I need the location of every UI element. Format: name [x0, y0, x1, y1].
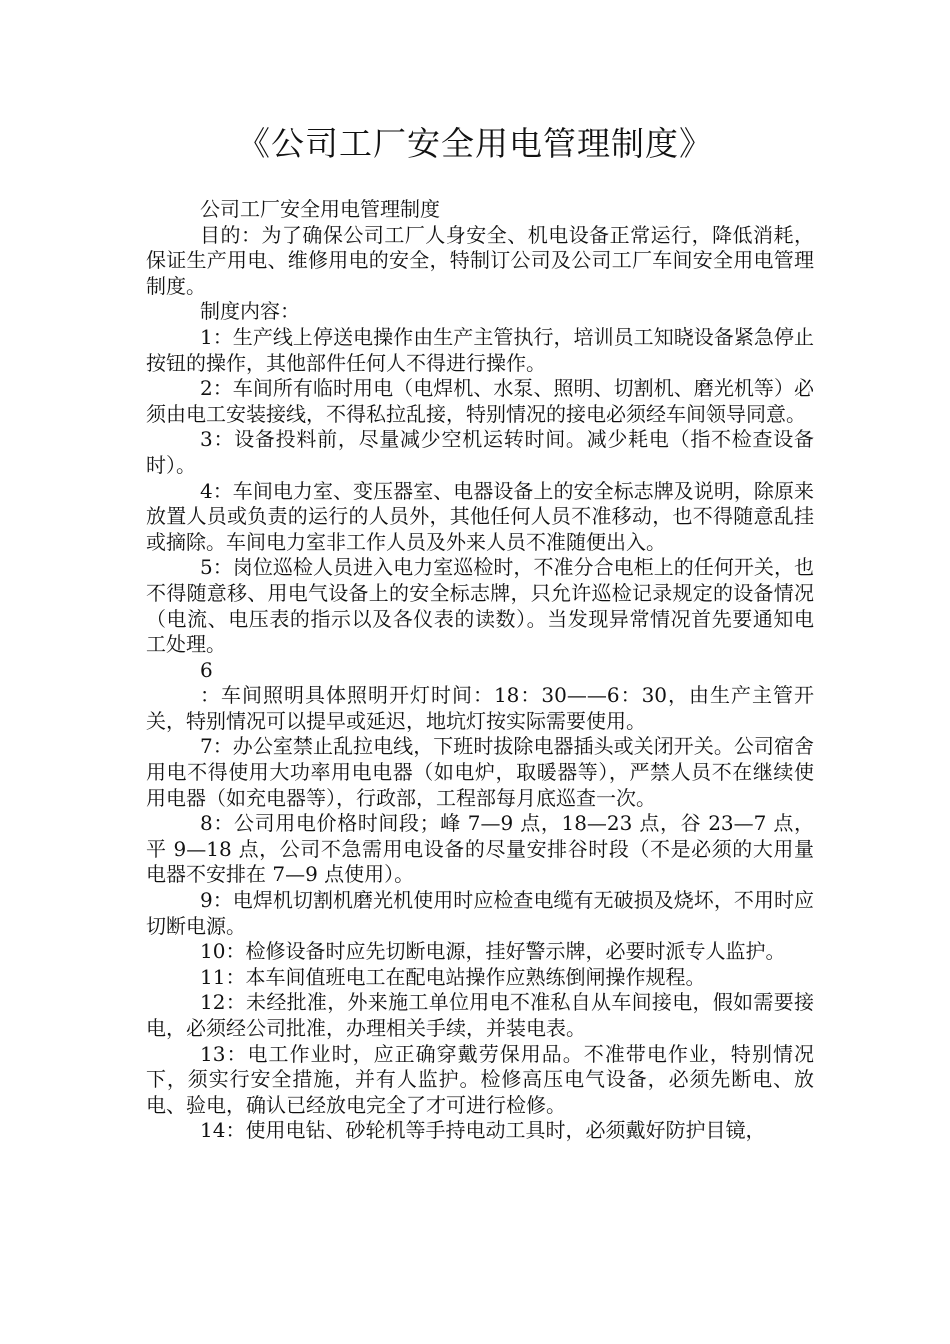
- paragraph-rule-6-number: 6: [200, 657, 213, 682]
- paragraph-rule-2: 2：车间所有临时用电（电焊机、水泵、照明、切割机、磨光机等）必须由电工安装接线，不得私拉乱接，特别情况的接电必须经车间领导同意。: [146, 376, 814, 426]
- paragraph-rule-11: 11：本车间值班电工在配电站操作应熟练倒闸操作规程。: [200, 964, 706, 989]
- paragraph-rule-12: 12：未经批准，外来施工单位用电不准私自从车间接电，假如需要接电，必须经公司批准，办理相关手续，并装电表。: [146, 990, 814, 1040]
- paragraph-rule-9: 9：电焊机切割机磨光机使用时应检查电缆有无破损及烧坏，不用时应切断电源。: [146, 888, 814, 938]
- paragraph-rule-3: 3：设备投料前，尽量减少空机运转时间。减少耗电（指不检查设备时）。: [146, 427, 814, 477]
- paragraph-rule-7: 7：办公室禁止乱拉电线，下班时拔除电器插头或关闭开关。公司宿舍用电不得使用大功率用电电器（如电炉，取暖器等），严禁人员不在继续使用电器（如充电器等），行政部，工程部每月底巡查一次。: [146, 734, 814, 810]
- paragraph-rule-14: 14：使用电钻、砂轮机等手持电动工具时，必须戴好防护目镜，: [200, 1118, 766, 1143]
- paragraph-rule-6: ：车间照明具体照明开灯时间：18：30——6：30，由生产主管开关，特别情况可以提早或延迟，地坑灯按实际需要使用。: [146, 683, 814, 733]
- paragraph-rule-10: 10：检修设备时应先切断电源，挂好警示牌，必要时派专人监护。: [200, 939, 786, 964]
- paragraph-rule-1: 1：生产线上停送电操作由生产主管执行，培训员工知晓设备紧急停止按钮的操作，其他部件任何人不得进行操作。: [146, 324, 814, 375]
- paragraph-content-heading: 制度内容：: [200, 299, 300, 324]
- paragraph-subtitle: 公司工厂安全用电管理制度: [200, 197, 440, 221]
- paragraph-rule-4: 4：车间电力室、变压器室、电器设备上的安全标志牌及说明，除原来放置人员或负责的运行的人员外，其他任何人员不准移动，也不得随意乱挂或摘除。车间电力室非工作人员及外来人员不准随便出入。: [146, 478, 814, 554]
- paragraph-rule-5: 5：岗位巡检人员进入电力室巡检时，不准分合电柜上的任何开关，也不得随意移、用电气设备上的安全标志牌，只允许巡检记录规定的设备情况（电流、电压表的指示以及各仪表的读数）。当发现异常情况首先要通知电工处理。: [146, 555, 814, 657]
- paragraph-rule-13: 13：电工作业时，应正确穿戴劳保用品。不准带电作业，特别情况下，须实行安全措施，并有人监护。检修高压电气设备，必须先断电、放电、验电，确认已经放电完全了才可进行检修。: [146, 1041, 814, 1117]
- document-body: [146, 197, 814, 1144]
- paragraph-purpose: 目的：为了确保公司工厂人身安全、机电设备正常运行，降低消耗，保证生产用电、维修用电的安全，特制订公司及公司工厂车间安全用电管理制度。: [146, 222, 814, 298]
- paragraph-rule-8: 8：公司用电价格时间段；峰 7—9 点，18—23 点，谷 23—7 点，平 9—18 点，公司不急需用电设备的尽量安排谷时段（不是必须的大用量电器不安排在 7—9 点使用）。: [146, 811, 814, 887]
- document-title: 《公司工厂安全用电管理制度》: [237, 124, 713, 163]
